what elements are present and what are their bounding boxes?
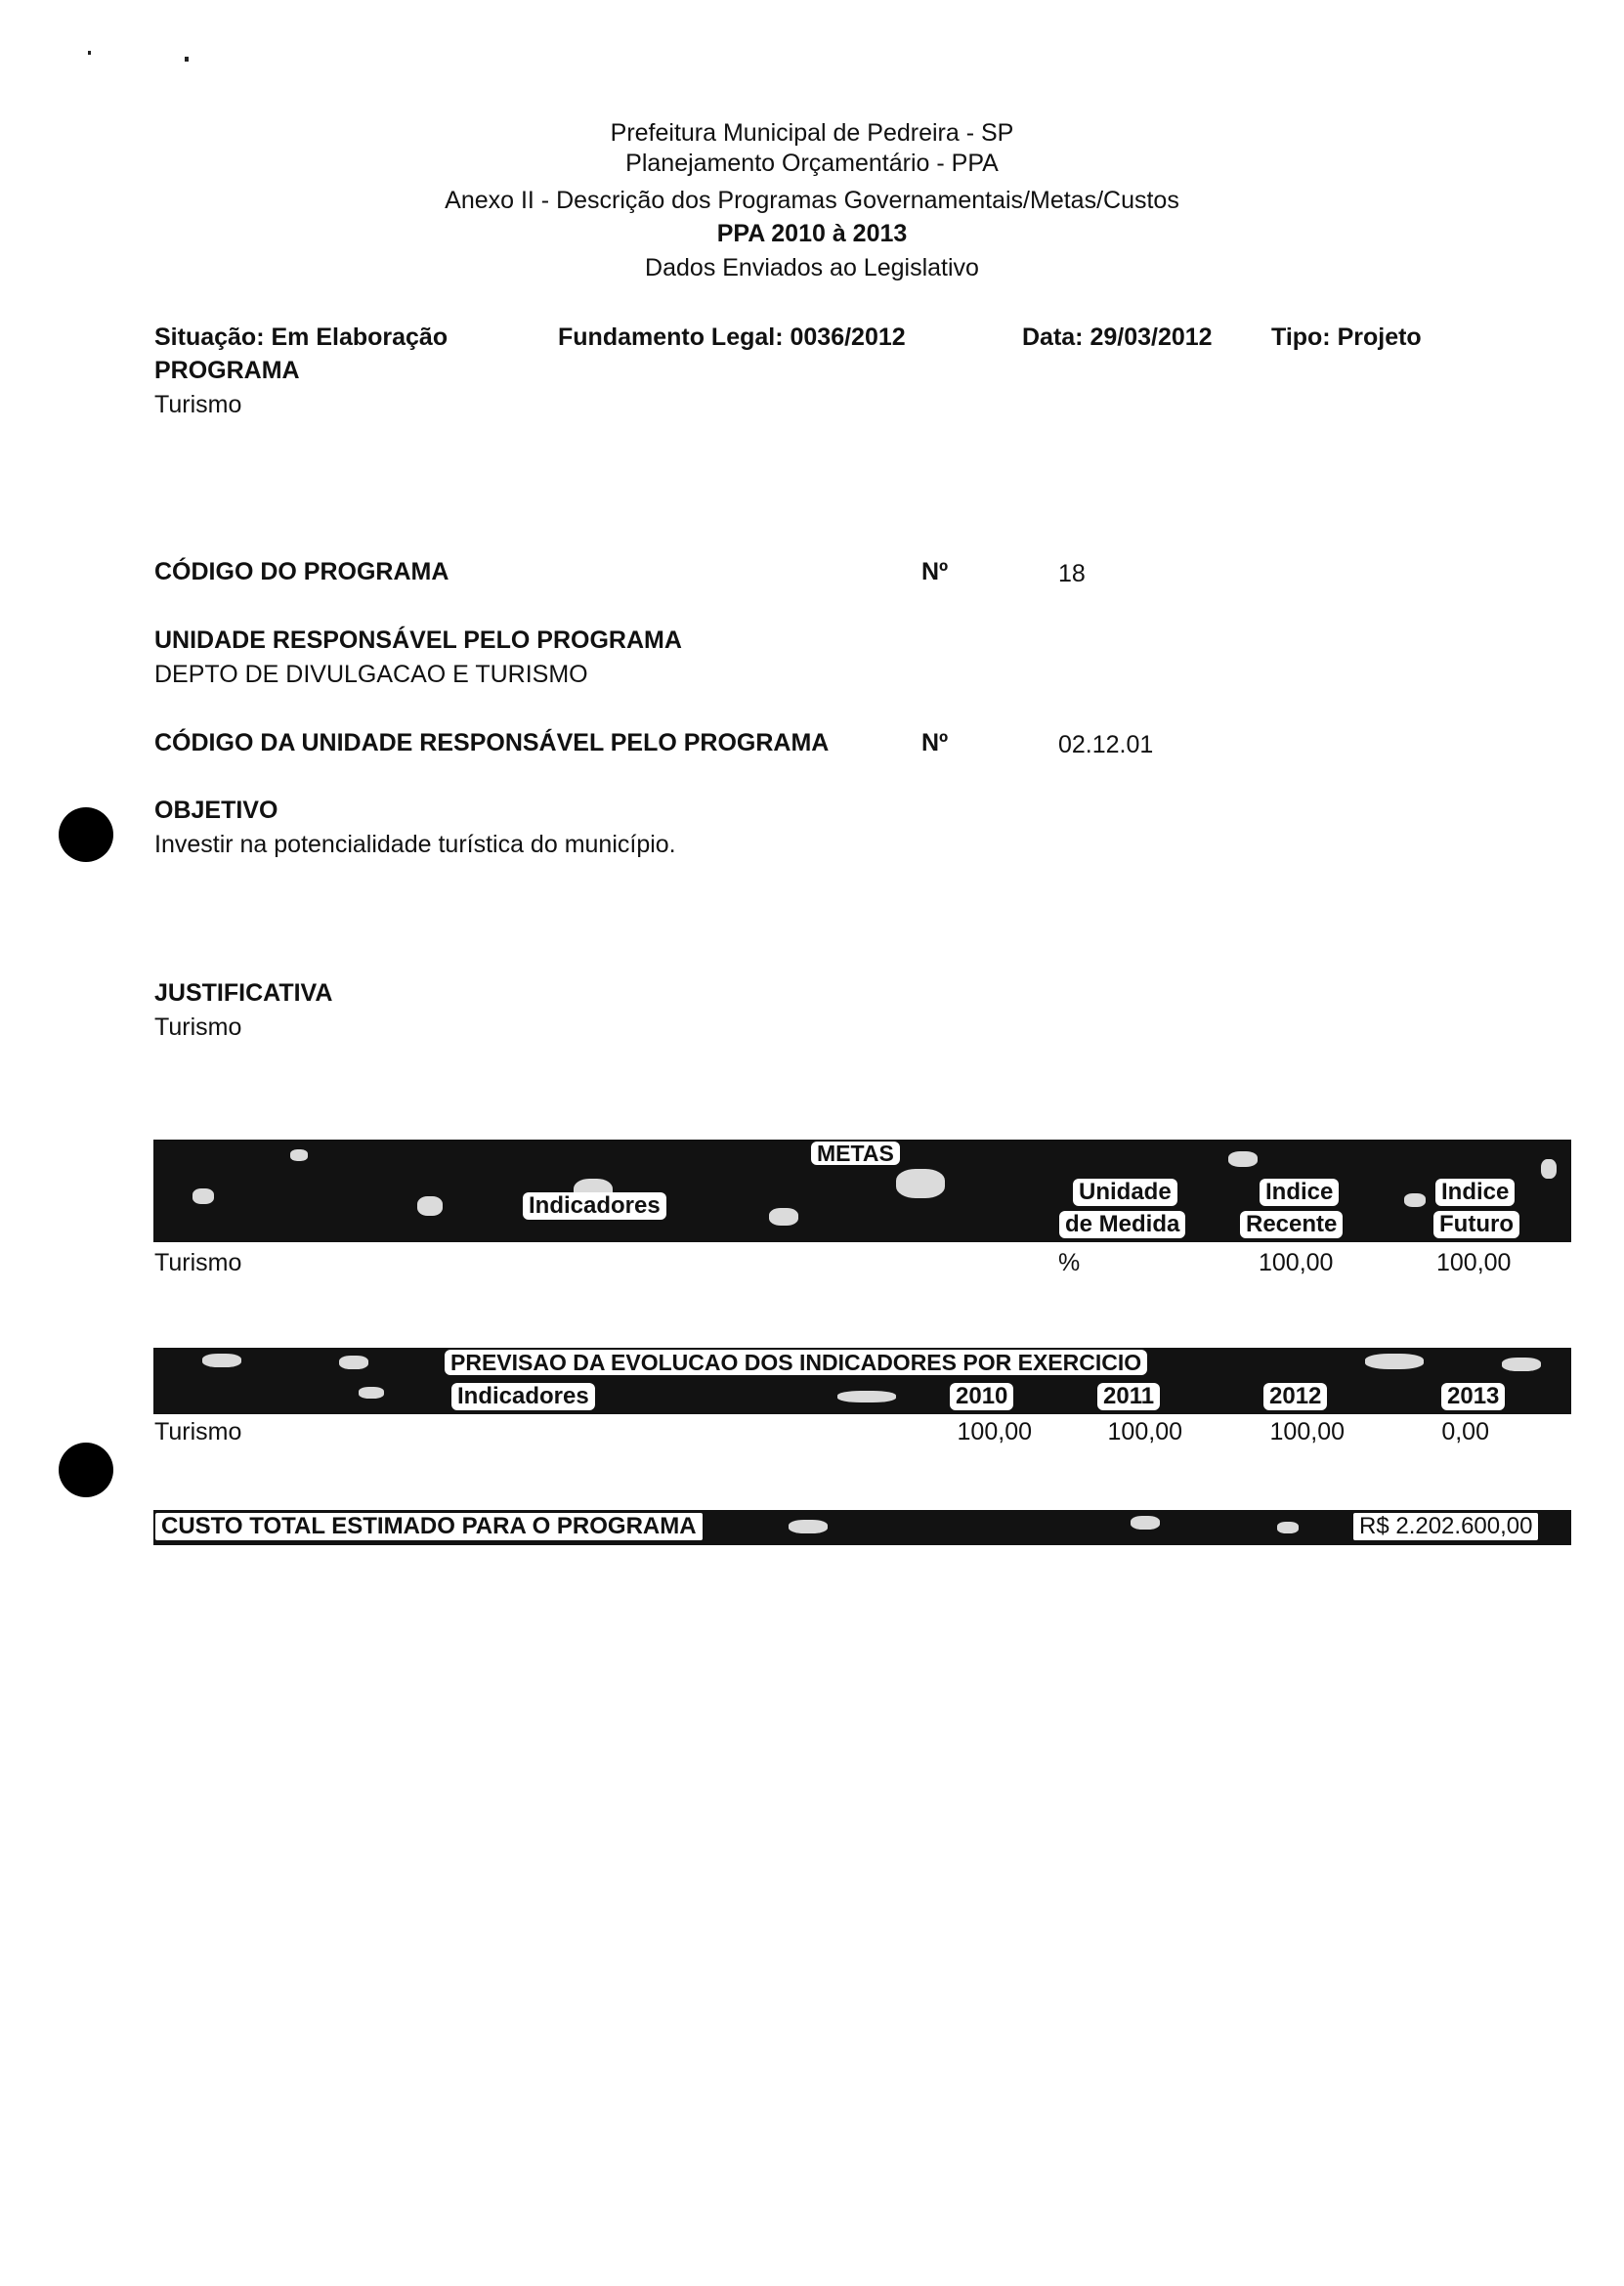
scan-noise <box>290 1149 308 1161</box>
scan-noise <box>339 1356 368 1369</box>
metas-row-futuro: 100,00 <box>1436 1249 1512 1276</box>
metas-col-unidade-2: de Medida <box>1059 1211 1185 1238</box>
previsao-row-2010: 100,00 <box>957 1418 1032 1445</box>
punch-hole <box>59 807 113 862</box>
scan-noise <box>192 1188 214 1204</box>
unidade-label: UNIDADE RESPONSÁVEL PELO PROGRAMA <box>154 626 682 654</box>
previsao-col-2010: 2010 <box>950 1383 1013 1410</box>
fundamento-label: Fundamento Legal: 0036/2012 <box>558 323 906 351</box>
metas-row-unidade: % <box>1058 1249 1081 1276</box>
data-label: Data: 29/03/2012 <box>1022 323 1213 351</box>
custo-bar <box>153 1510 1571 1545</box>
metas-header-bar <box>153 1140 1571 1242</box>
justificativa-label: JUSTIFICATIVA <box>154 979 333 1007</box>
punch-hole <box>59 1443 113 1497</box>
custo-label: CUSTO TOTAL ESTIMADO PARA O PROGRAMA <box>155 1513 703 1540</box>
scan-noise <box>1541 1159 1557 1179</box>
header-line-municipality: Prefeitura Municipal de Pedreira - SP <box>610 119 1014 147</box>
situacao-label: Situação: Em Elaboração <box>154 323 449 351</box>
previsao-col-2011: 2011 <box>1097 1383 1160 1410</box>
scan-noise <box>837 1391 896 1402</box>
metas-col-indicadores: Indicadores <box>523 1192 666 1220</box>
scan-noise <box>769 1208 798 1226</box>
previsao-title: PREVISAO DA EVOLUCAO DOS INDICADORES POR EXERCICIO <box>445 1350 1147 1375</box>
justificativa-value: Turismo <box>154 1014 242 1041</box>
scan-noise <box>417 1196 443 1216</box>
codigo-unidade-no-label: Nº <box>921 729 949 756</box>
scan-noise <box>1131 1516 1160 1530</box>
header-line-sent: Dados Enviados ao Legislativo <box>645 254 979 281</box>
metas-col-futuro-1: Indice <box>1435 1179 1515 1206</box>
metas-title: METAS <box>811 1142 900 1165</box>
previsao-col-2012: 2012 <box>1263 1383 1327 1410</box>
unidade-value: DEPTO DE DIVULGACAO E TURISMO <box>154 661 588 688</box>
header-line-planning: Planejamento Orçamentário - PPA <box>625 150 999 177</box>
metas-col-unidade-1: Unidade <box>1073 1179 1177 1206</box>
scan-noise <box>1365 1354 1424 1369</box>
previsao-row-2012: 100,00 <box>1269 1418 1345 1445</box>
scan-noise <box>896 1169 945 1198</box>
programa-label: PROGRAMA <box>154 357 300 384</box>
scan-noise <box>1502 1358 1541 1371</box>
codigo-programa-label: CÓDIGO DO PROGRAMA <box>154 558 449 585</box>
previsao-row-2013: 0,00 <box>1441 1418 1489 1445</box>
previsao-row-2011: 100,00 <box>1107 1418 1182 1445</box>
scan-noise <box>359 1387 384 1399</box>
header-line-ppa: PPA 2010 à 2013 <box>716 220 908 247</box>
scan-speck <box>88 51 91 55</box>
metas-col-recente-1: Indice <box>1260 1179 1339 1206</box>
tipo-label: Tipo: Projeto <box>1271 323 1422 351</box>
previsao-row-indicador: Turismo <box>154 1418 242 1445</box>
metas-row-indicador: Turismo <box>154 1249 242 1276</box>
programa-value: Turismo <box>154 391 242 418</box>
metas-col-recente-2: Recente <box>1240 1211 1343 1238</box>
scan-speck <box>185 57 189 62</box>
metas-row-recente: 100,00 <box>1259 1249 1334 1276</box>
codigo-unidade-value: 02.12.01 <box>1058 731 1154 758</box>
previsao-col-indicadores: Indicadores <box>451 1383 595 1410</box>
header-line-annex: Anexo II - Descrição dos Programas Governamentais/Metas/Custos <box>445 187 1179 214</box>
objetivo-label: OBJETIVO <box>154 797 278 824</box>
scan-noise <box>1404 1193 1426 1207</box>
metas-col-futuro-2: Futuro <box>1433 1211 1519 1238</box>
codigo-programa-value: 18 <box>1058 560 1086 587</box>
scan-noise <box>789 1520 828 1533</box>
previsao-col-2013: 2013 <box>1441 1383 1505 1410</box>
scan-noise <box>202 1354 241 1367</box>
previsao-header-bar <box>153 1348 1571 1414</box>
custo-value: R$ 2.202.600,00 <box>1353 1513 1538 1540</box>
codigo-unidade-label: CÓDIGO DA UNIDADE RESPONSÁVEL PELO PROGRAMA <box>154 729 830 756</box>
scan-noise <box>1277 1522 1299 1533</box>
scan-noise <box>1228 1151 1258 1167</box>
codigo-programa-no-label: Nº <box>921 558 949 585</box>
objetivo-value: Investir na potencialidade turística do município. <box>154 831 676 858</box>
